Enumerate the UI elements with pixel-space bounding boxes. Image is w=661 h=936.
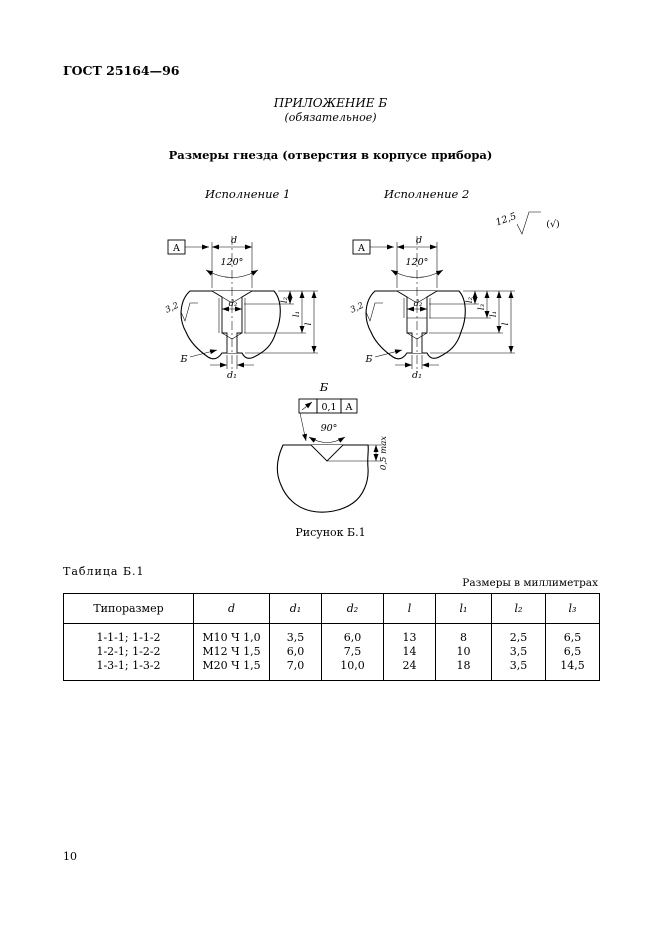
dim-l2-label: l₂ [465,296,475,304]
col-header-l: l [384,594,436,624]
dim-d1-label: d₁ [227,370,237,381]
depth-limit-label: 0,5 max [379,435,389,471]
appendix-title: ПРИЛОЖЕНИЕ Б [273,96,388,110]
table-label: Таблица Б.1 [63,565,145,578]
groove-notch [311,445,343,461]
dim-l1-label: l₁ [489,310,499,318]
tolerance-datum: А [345,402,353,413]
detail-callout-label: Б [365,354,373,365]
detail-title: Б [319,380,329,394]
tolerance-frame [299,399,317,413]
doc-number: ГОСТ 25164—96 [63,63,180,78]
countersink-angle-label: 120° [405,257,429,268]
appendix-subtitle: (обязательное) [284,111,377,124]
col-header-d2: d₂ [322,594,384,624]
col-header-l1: l₁ [436,594,492,624]
dim-d2-label: d₂ [413,299,423,309]
dimension-table [63,593,600,681]
table-cell: 7,5 [322,645,384,659]
dim-l-label: l [304,322,314,326]
table-cell: 1-2-1; 1-2-2 [64,645,194,659]
table-cell: 18 [436,659,492,681]
dim-l-label: l [501,322,511,326]
table-cell: 3,5 [270,624,322,646]
roughness-mark-icon [366,303,383,321]
table-row [64,624,600,646]
datum-label: А [357,243,366,254]
dim-l2-label: l₂ [280,296,290,304]
view1-label: Исполнение 1 [205,187,291,201]
dim-l3-label: l₃ [477,303,487,311]
general-roughness-label: 12,5 [494,210,518,229]
detail-b-drawing [277,380,389,512]
figure-b1 [0,200,661,520]
table-cell: 3,5 [492,659,546,681]
detail-callout-label: Б [180,354,188,365]
table-cell: 24 [384,659,436,681]
runout-symbol-icon [302,402,312,410]
table-cell: 8 [436,624,492,646]
col-header-d: d [194,594,270,624]
dim-d-label: d [415,235,423,246]
table-cell: 2,5 [492,624,546,646]
table-cell: М20 Ч 1,5 [194,659,270,681]
dim-d1-label: d₁ [412,370,422,381]
table-cell: 14 [384,645,436,659]
table-header-row [64,594,600,624]
table-cell: 1-1-1; 1-1-2 [64,624,194,646]
roughness-mark-icon [181,303,198,321]
table-cell: 6,5 [546,624,600,646]
table-row [64,645,600,659]
dim-l1-label: l₁ [292,310,302,318]
dim-d-label: d [230,235,238,246]
table-cell: 13 [384,624,436,646]
table-cell: 14,5 [546,659,600,681]
groove-angle-label: 90° [320,423,338,434]
table-cell: 7,0 [270,659,322,681]
datum-label: А [172,243,181,254]
table-cell: 6,5 [546,645,600,659]
general-roughness-alt-label: (√) [546,219,560,230]
table-cell: 1-3-1; 1-3-2 [64,659,194,681]
roughness-32-label: 3,2 [163,300,181,316]
col-header-l3: l₃ [546,594,600,624]
table-cell: 3,5 [492,645,546,659]
roughness-32-label: 3,2 [348,300,366,316]
dim-d2-label: d₂ [228,299,238,309]
table-cell: М12 Ч 1,5 [194,645,270,659]
units-note: Размеры в миллиметрах [462,577,598,589]
page-number: 10 [63,850,77,863]
table-cell: М10 Ч 1,0 [194,624,270,646]
table-cell: 6,0 [270,645,322,659]
section-title: Размеры гнезда (отверстия в корпусе прибора) [168,148,493,162]
countersink-angle-label: 120° [220,257,244,268]
table-cell: 10 [436,645,492,659]
col-header-d1: d₁ [270,594,322,624]
col-header-l2: l₂ [492,594,546,624]
figure-caption: Рисунок Б.1 [295,526,366,539]
tolerance-value: 0,1 [321,402,337,413]
view-1-drawing [164,235,318,381]
table-row [64,659,600,681]
view2-label: Исполнение 2 [384,187,470,201]
roughness-mark-icon [517,212,541,234]
table-cell: 10,0 [322,659,384,681]
view-2-drawing [349,211,560,381]
table-cell: 6,0 [322,624,384,646]
col-header-tiporazmer: Типоразмер [64,594,194,624]
